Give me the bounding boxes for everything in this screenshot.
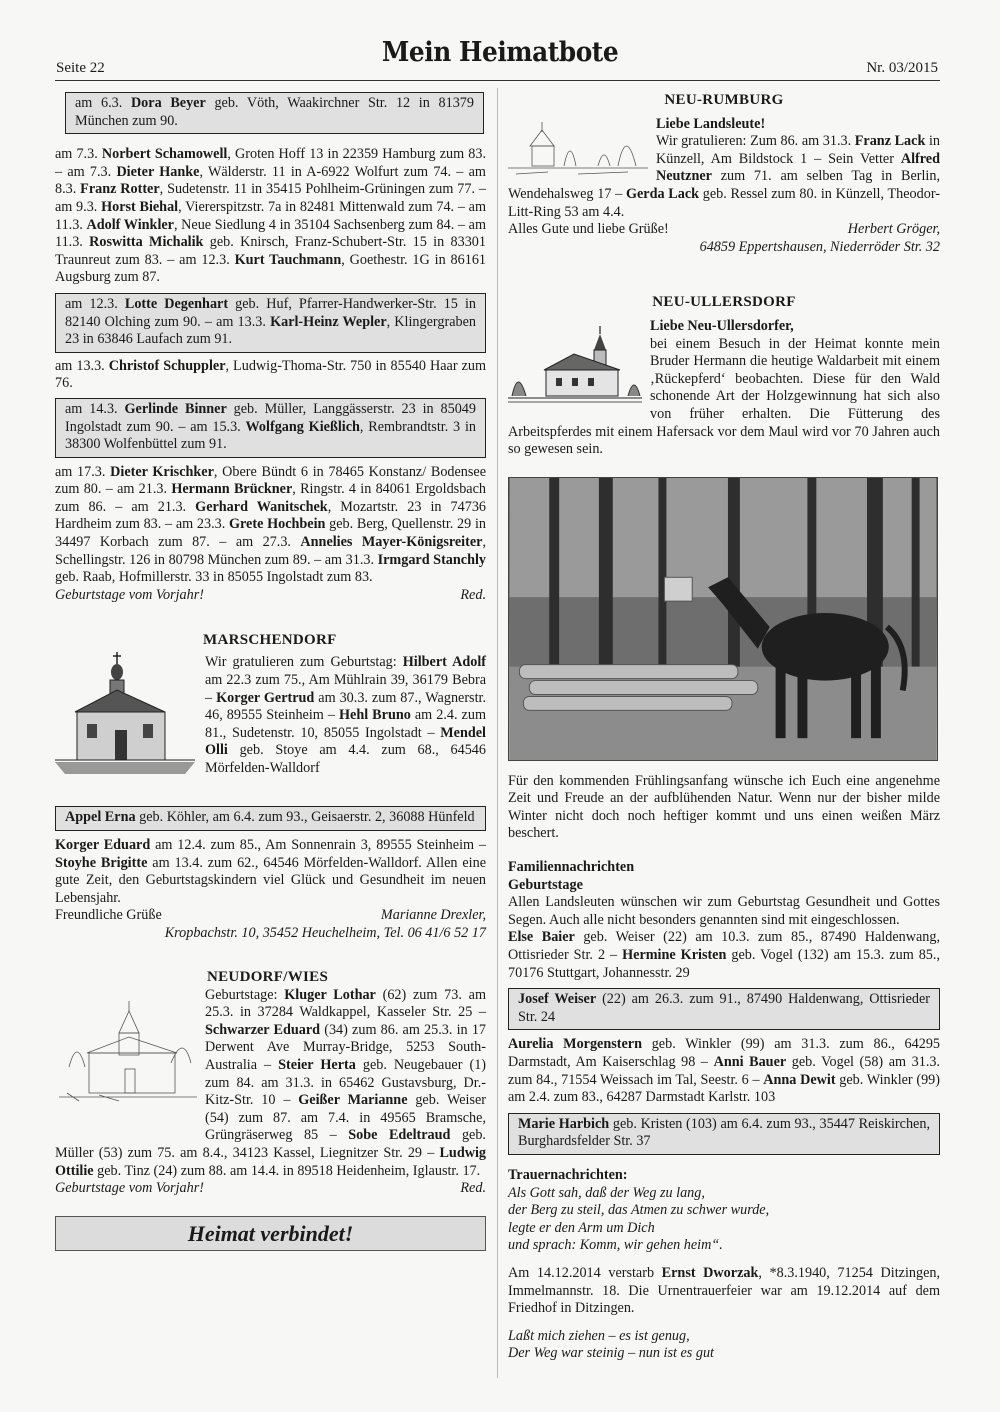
masthead-title: Mein Heimatbote <box>381 37 619 68</box>
forest-horse-photo <box>508 477 938 761</box>
section-heading-neu-rumburg: NEU-RUMBURG <box>664 92 784 108</box>
column-divider <box>497 88 498 1378</box>
heimat-banner: Heimat verbindet! <box>55 1216 486 1252</box>
page-number: Seite 22 <box>56 60 105 76</box>
header-rule <box>55 80 940 81</box>
church-drawing-icon <box>55 650 195 780</box>
rumburg-author: Herbert Gröger, <box>847 221 940 238</box>
birthday-paragraph-4: Korger Eduard am 12.4. zum 85., Am Sonnenrain 3, 89555 Steinheim – Stoyhe Brigitte am 13.4. zum 62., 64546 Mörfelden-Walldorf. Allen eine gute Zeit, den Geburtstagskindern viel Glück und Gesundheit im neuen Lebensjahr. <box>55 837 486 906</box>
village-church-icon <box>508 324 642 406</box>
birthday-paragraph-1: am 7.3. Norbert Schamowell, Groten Hoff 13 in 22359 Hamburg zum 83. – am 7.3. Dieter Hanke, Wälderstr. 11 in A-6922 Wolfurt zum 74. – am 8.3. Franz Rotter, Sudetenstr. 11 in 35415 Pohlheim-Grüningen zum 77. – am 9.3. Horst Biehal, Viererspitzstr. 7a in 82481 Mittenwald zum 74. – am 11.3. Adolf Winkler, Neue Siedlung 4 in 35104 Sachsenberg zum 84. – am 11.3. Roswitta Michalik geb. Knirsch, Franz-Schubert-Str. 15 in 83301 Traunreut zum 83. – am 12.3. Kurt Tauchmann, Goethestr. 1G in 86161 Augsburg zum 87. <box>55 146 487 286</box>
rumburg-block <box>508 116 940 257</box>
birthdays-title: Geburtstage <box>508 876 583 893</box>
birthday-box-josef: Josef Weiser (22) am 26.3. zum 91., 87490 Haldenwang, Ottisrieder Str. 24 <box>508 988 940 1030</box>
birthday-paragraph-3: am 17.3. Dieter Krischker, Obere Bündt 6 in 78465 Konstanz/ Bodensee zum 80. – am 21.3. Hermann Brückner, Ringstr. 4 in 84061 Ergoldsbach zum 86. – am 21.3. Gerhard Wanitschek, Mozartstr. 23 in 74736 Hardheim zum 83. – am 23.3. Grete Hochbein geb. Berg, Quellenstr. 29 in 34497 Korbach zum 87. – am 27.3. Annelies Mayer-Königsreiter, Schellingstr. 126 in 80798 München zum 89. – am 31.3. Irmgard Stanchly geb. Raab, Hofmillerstr. 33 in 85055 Ingolstadt zum 83. <box>55 463 487 586</box>
left-column <box>55 92 486 1251</box>
neudorf-text-wrap <box>55 987 486 1181</box>
poem-line-2: der Berg zu steil, das Atmen zu schwer wurde, <box>508 1202 770 1219</box>
signature-note-2: Geburtstage vom Vorjahr! <box>55 1180 204 1197</box>
birthday-box-4: Appel Erna geb. Köhler, am 6.4. zum 93., Geisaerstr. 2, 36088 Hünfeld <box>55 806 486 831</box>
chapel-sketch-icon <box>508 116 648 178</box>
greeting-name: Marianne Drexler, <box>380 907 486 924</box>
greeting-text: Freundliche Grüße <box>55 907 162 924</box>
signature-note: Geburtstage vom Vorjahr! <box>55 586 204 603</box>
right-column <box>508 92 940 1363</box>
rumburg-text: Wir gratulieren: Zum 86. am 31.3. Franz Lack in Künzell, Am Bildstock 1 – Sein Vetter Alfred Neutzner zum 71. am selben Tag in Berlin, Wendehalsweg 17 – Gerda Lack geb. Ressel zum 80. in Künzell, Theodor-Litt-Ring 53 am 4.4. <box>508 133 940 220</box>
marschendorf-section <box>55 632 486 802</box>
birthday-box-2: am 12.3. Lotte Degenhart geb. Huf, Pfarrer-Handwerker-Str. 15 in 82140 Olching zum 90. – am 13.3. Karl-Heinz Wepler, Klingergraben 23 in 63846 Laufach zum 91. <box>55 293 486 353</box>
birthday-else: Else Baier geb. Weiser (22) am 10.3. zum 85., 87490 Haldenwang, Ottisrieder Str. 2 – Hermine Kristen geb. Vogel (132) am 15.3. zum 85., 70176 Stuttgart, Johannesstr. 29 <box>508 929 940 981</box>
family-news-text: Allen Landsleuten wünschen wir zum Geburtstag Gesundheit und Gottes Segen. Auch alle nicht besonders genannten sind mit eingeschlossen. <box>508 894 940 928</box>
signature-line-2 <box>55 1180 486 1198</box>
poem-1 <box>508 1185 940 1255</box>
ullersdorf-closing: Für den kommenden Frühlingsanfang wünsche ich Euch eine angenehme Zeit und Freude an der aufblühenden Natur. Wenn nur der bisher milde Winter nicht doch noch heftiger kommt und uns einen weißen März beschert. <box>508 772 940 842</box>
rumburg-close: Alles Gute und liebe Grüße! <box>508 221 669 238</box>
neudorf-text: Geburtstage: Kluger Lothar (62) zum 73. am 25.3. in 37284 Waldkappel, Kasseler Str. 25 – Schwarzer Eduard (34) zum 86. am 25.3. in 17 Derwent Ave Murray-Bridge, 5253 South-Australia – Steier Herta geb. Neugebauer (1) zum 84. am 31.3. in 65462 Gustavsburg, Dr.-Kitz-Str. 10 – Geißer Marianne geb. Weiser (54) zum 87. am 7.4. in 49565 Bramsche, Grüngräserweg 85 – Sobe Edeltraud geb. Müller (53) zum 75. am 8.4., 34123 Kassel, Liegnitzer Str. 29 – Ludwig Ottilie geb. Tinz (24) zum 88. am 14.4. in 89518 Heidenheim, Iglaustr. 17. <box>55 986 487 1179</box>
ullersdorf-greeting-title: Liebe Neu-Ullersdorfer, <box>650 317 794 334</box>
signature-red-2: Red. <box>460 1180 486 1197</box>
birthday-box-1: am 6.3. Dora Beyer geb. Vöth, Waakirchner Str. 12 in 81379 München zum 90. <box>65 92 484 134</box>
marschendorf-text: Wir gratulieren zum Geburtstag: Hilbert Adolf am 22.3 zum 75., Am Mühlrain 39, 36179 Bebra – Korger Gertrud am 30.3. zum 87., Wagnerstr. 46, 89555 Steinheim – Hehl Bruno am 2.4. zum 81., Sudetenstr. 10, 85055 Ingolstadt – Mendel Olli geb. Stoye am 4.4. zum 68., 64546 Mörfelden-Walldorf <box>205 654 487 776</box>
rumburg-close-line <box>508 221 940 239</box>
greeting-line <box>55 907 486 925</box>
signature-line-1 <box>55 587 486 605</box>
obituary-title: Trauernachrichten: <box>508 1166 628 1183</box>
section-heading-neu-ullersdorf: NEU-ULLERSDORF <box>652 294 796 311</box>
birthday-aurelia: Aurelia Morgenstern geb. Winkler (99) am 31.3. zum 86., 64295 Darmstadt, Am Kaiserschlag 98 – Anni Bauer geb. Vogel (58) am 31.3. zum 84., 71554 Weissach im Tal, Seestr. 6 – Anna Dewit geb. Winkler (99) am 2.4. zum 83., 64287 Darmstadt Karlstr. 103 <box>508 1036 941 1106</box>
poem-line-1: Als Gott sah, daß der Weg zu lang, <box>508 1184 705 1201</box>
poem-2 <box>508 1328 940 1363</box>
obituary-ernst: Am 14.12.2014 verstarb Ernst Dworzak, *8.3.1940, 71254 Ditzingen, Immelmannstr. 18. Die Urnentrauerfeier war am 19.12.2014 auf dem Friedhof in Ditzingen. <box>508 1264 941 1317</box>
signature-red: Red. <box>460 586 486 603</box>
section-heading-neudorf: NEUDORF/WIES <box>207 968 329 985</box>
section-heading-marschendorf: MARSCHENDORF <box>203 632 337 649</box>
greeting-address: Kropbachstr. 10, 35452 Heuchelheim, Tel. 06 41/6 52 17 <box>164 925 486 941</box>
birthday-paragraph-2: am 13.3. Christof Schuppler, Ludwig-Thoma-Str. 750 in 85540 Haar zum 76. <box>55 357 486 392</box>
poem-line-3: legte er den Arm um Dich <box>508 1219 655 1236</box>
poem-line-5: Laßt mich ziehen – es ist genug, <box>508 1327 690 1344</box>
poem-line-4: und sprach: Komm, wir gehen heim“. <box>508 1237 723 1254</box>
ullersdorf-block <box>508 318 940 459</box>
birthday-box-marie: Marie Harbich geb. Kristen (103) am 6.4. zum 93., 35447 Reiskirchen, Burghardsfelder Str. 37 <box>508 1113 940 1155</box>
poem-line-6: Der Weg war steinig – nun ist es gut <box>508 1345 714 1362</box>
family-news-title: Familiennachrichten <box>508 859 635 876</box>
issue-number: Nr. 03/2015 <box>866 60 938 76</box>
birthday-box-3: am 14.3. Gerlinde Binner geb. Müller, Langgässerstr. 23 in 85049 Ingolstadt zum 90. – am 15.3. Wolfgang Kießlich, Rembrandtstr. 3 in 38300 Wolfenbüttel zum 91. <box>55 398 486 458</box>
rumburg-address: 64859 Eppertshausen, Niederröder Str. 32 <box>699 238 940 255</box>
ullersdorf-text: bei einem Besuch in der Heimat konnte mein Bruder Hermann die heutige Waldarbeit mit einem ‚Rückepferd‘ beobachten. Diese für den Wald schonende Art der Holzgewinnung hat sich also von früher erhalten. Die Fütterung des Arbeitspferdes mit einem Hafersack vor dem Maul wird vor 70 Jahren auch so gewesen sein. <box>508 335 940 458</box>
rumburg-greeting-title: Liebe Landsleute! <box>656 115 766 132</box>
